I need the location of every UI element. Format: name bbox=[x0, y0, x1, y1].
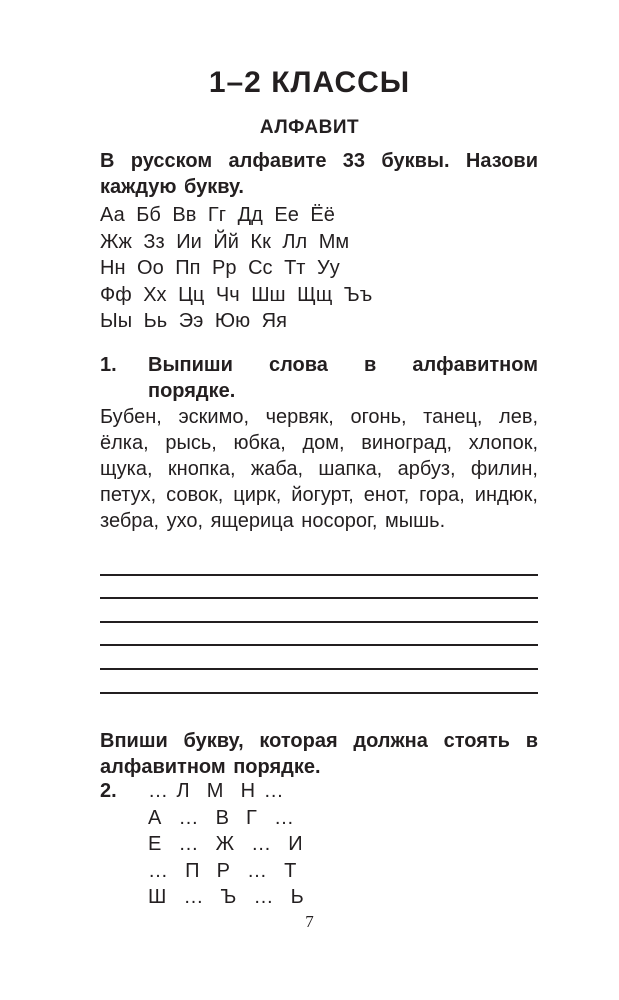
answer-lines[interactable] bbox=[100, 552, 538, 694]
letter-sequence: … Л М Н … bbox=[148, 780, 284, 802]
alphabet-row: Фф Хх Цц Чч Шш Щщ Ъъ bbox=[100, 283, 373, 306]
section-title: АЛФАВИТ bbox=[259, 117, 360, 138]
answer-line[interactable] bbox=[100, 599, 538, 623]
alphabet-row: Аа Бб Вв Гг Дд Ее Ёё bbox=[100, 204, 335, 226]
answer-line[interactable] bbox=[100, 623, 538, 647]
alphabet-row: Нн Оо Пп Рр Сс Тт Уу bbox=[100, 257, 340, 279]
answer-line[interactable] bbox=[100, 646, 538, 670]
answer-line[interactable] bbox=[100, 552, 538, 576]
alphabet-table bbox=[100, 202, 538, 335]
letter-sequence: Ш … Ъ … Ь bbox=[148, 886, 304, 908]
alphabet-row: Ыы Ьь Ээ Юю Яя bbox=[100, 310, 287, 332]
letter-sequence: … П Р … Т bbox=[148, 859, 297, 882]
grade-title: 1–2 КЛАССЫ bbox=[208, 66, 411, 99]
exercise-1-word-list: Бубен, эскимо, червяк, огонь, танец, лев, ёлка, рысь, юбка, дом, виноград, хлопок, щука, кнопка, жаба, шапка, арбуз, филин, петух, совок, цирк, йогурт, енот, гора, индюк, зебра, ухо, ящерица носорог, мышь. bbox=[100, 406, 538, 532]
exercise-1-number: 1. bbox=[100, 354, 117, 376]
page-number: 7 bbox=[305, 912, 314, 931]
alphabet-row: Жж Зз Ии Йй Кк Лл Мм bbox=[100, 230, 350, 253]
answer-line[interactable] bbox=[100, 670, 538, 694]
alphabet-intro: В русском алфавите 33 буквы. Назови каждую букву. bbox=[100, 150, 538, 198]
exercise-2-instruction: Впиши букву, которая должна стоять в алфавитном порядке. bbox=[100, 730, 538, 778]
letter-sequence: А … В Г … bbox=[148, 806, 294, 829]
exercise-2-letter-sequences bbox=[148, 778, 448, 911]
answer-line[interactable] bbox=[100, 576, 538, 600]
exercise-2-number: 2. bbox=[100, 780, 117, 802]
letter-sequence: Е … Ж … И bbox=[148, 833, 303, 855]
exercise-1-instruction: Выпиши слова в алфавитном порядке. bbox=[148, 354, 538, 402]
